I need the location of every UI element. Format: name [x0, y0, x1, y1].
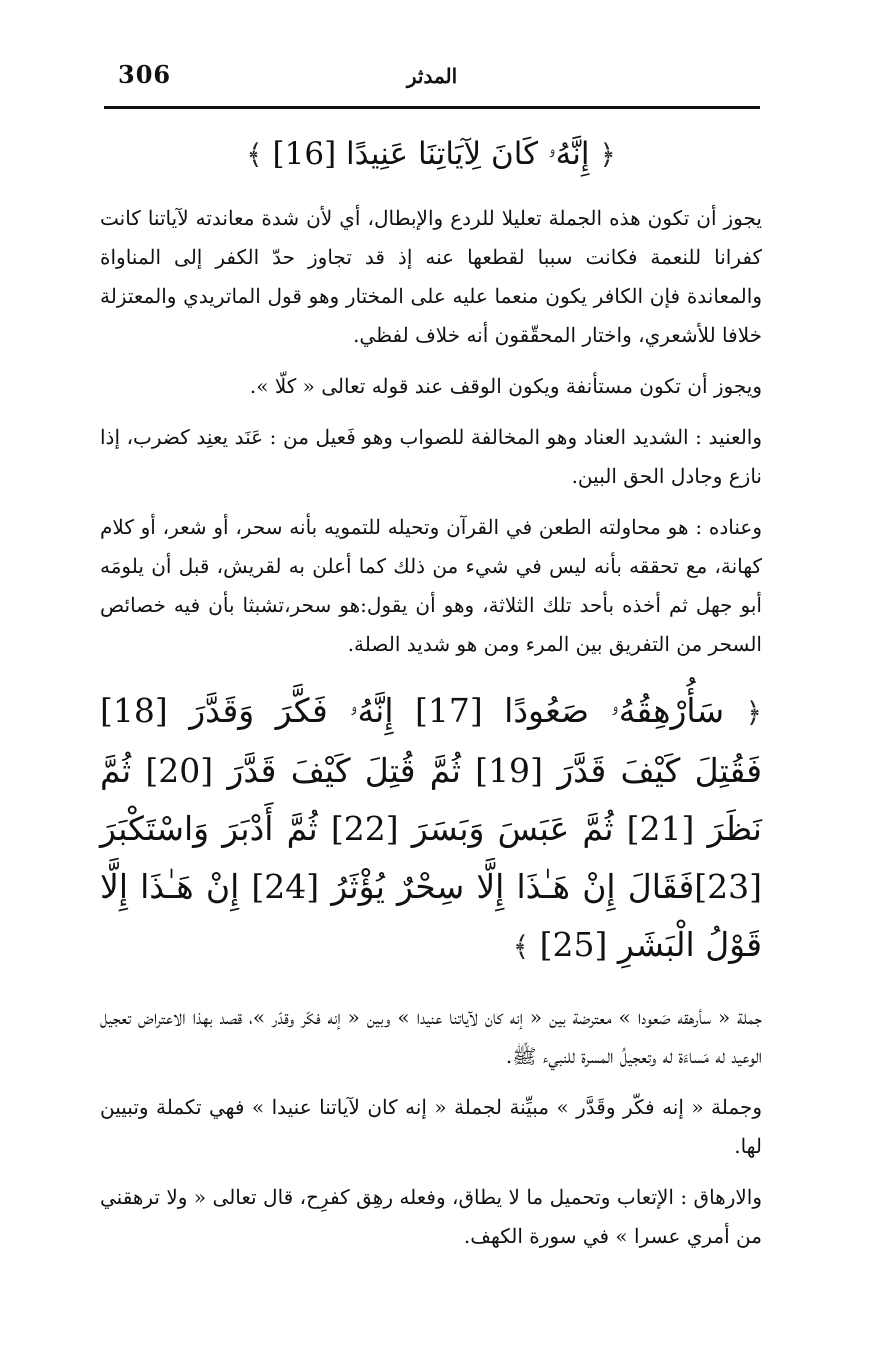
commentary-paragraph: جملة « سأرهقه صَعودا » معترضة بين « إنه كان لآياتنا عنيدا » وبين « إنه فكّر وقدّر »، قصد بهذا الاعتراض تعجيل الوعيد له مَساءَة له وتعجيلُ المسرة للنبيء ﷺ.: [100, 1005, 762, 1068]
page-number: 306: [118, 60, 172, 89]
commentary-paragraph: يجوز أن تكون هذه الجملة تعليلا للردع والإبطال، أي لأن شدة معاندته لآياتنا كانت كفرانا للنعمة فكانت سببا لقطعها عنه إذ قد تجاوز حدّ الكفر إلى المناواة والمعاندة فإن الكافر يكون منعما عليه على المختار وهو قول الماتريدي والمعتزلة خلافا للأشعري، واختار المحقّقون أنه خلاف لفظي.: [100, 206, 762, 347]
verse-text: سَأُرْهِقُهُۥ صَعُودًا [17] إِنَّهُۥ فَكَّرَ وَقَدَّرَ [18] فَقُتِلَ كَيْفَ قَدَّرَ [19] ثُمَّ قُتِلَ كَيْفَ قَدَّرَ [20] ثُمَّ نَظَرَ [21] ثُمَّ عَبَسَ وَبَسَرَ [22] ثُمَّ أَدْبَرَ وَاسْتَكْبَرَ [23]فَقَالَ إِنْ هَـٰذَا إِلَّا سِحْرٌ يُؤْثَرُ [24] إِنْ هَـٰذَا إِلَّا قَوْلُ الْبَشَرِ [25]: [100, 691, 762, 964]
page-header: [104, 58, 760, 104]
page-body: [100, 128, 762, 1268]
commentary-paragraph: والارهاق : الإتعاب وتحميل ما لا يطاق، وفعله رهِق كفرِح، قال تعالى « ولا ترهقني من أمري عسرا » في سورة الكهف.: [100, 1185, 762, 1248]
quran-verse-16: [100, 128, 762, 181]
commentary-paragraph: والعنيد : الشديد العناد وهو المخالفة للصواب وهو فَعيل من : عَنَد يعنِد كضرب، إذا نازع وجادل الحق البين.: [100, 425, 762, 488]
quran-verses-17-25: [100, 682, 762, 976]
commentary-paragraph: ويجوز أن تكون مستأنفة ويكون الوقف عند قوله تعالى « كلّا ».: [249, 374, 762, 398]
ornate-bracket-open: ﴿: [745, 696, 763, 729]
header-rule: [104, 106, 760, 109]
verse-text: إِنَّهُۥ كَانَ لِآيَاتِنَا عَنِيدًا [16]: [272, 136, 590, 172]
ornate-bracket-close: ﴾: [512, 930, 530, 963]
ornate-bracket-close: ﴾: [246, 138, 263, 171]
ornate-bracket-open: ﴿: [599, 138, 616, 171]
commentary-paragraph: وجملة « إنه فكّر وقَدَّر » مبيِّنة لجملة « إنه كان لآياتنا عنيدا » فهي تكملة وتبيين لها.: [100, 1095, 762, 1158]
commentary-paragraph: وعناده : هو محاولته الطعن في القرآن وتحيله للتمويه بأنه سحر، أو شعر، أو كلام كهانة، مع تحققه بأنه ليس في شيء من ذلك كما أعلن به لقريش، قبل أن يلومَه أبو جهل ثم أخذه بأحد تلك الثلاثة، وهو أن يقول:هو سحر،تشبثا بأن فيه خصائص السحر من التفريق بين المرء ومن هو شديد الصلة.: [100, 515, 763, 656]
running-title: المدثر: [406, 64, 458, 88]
